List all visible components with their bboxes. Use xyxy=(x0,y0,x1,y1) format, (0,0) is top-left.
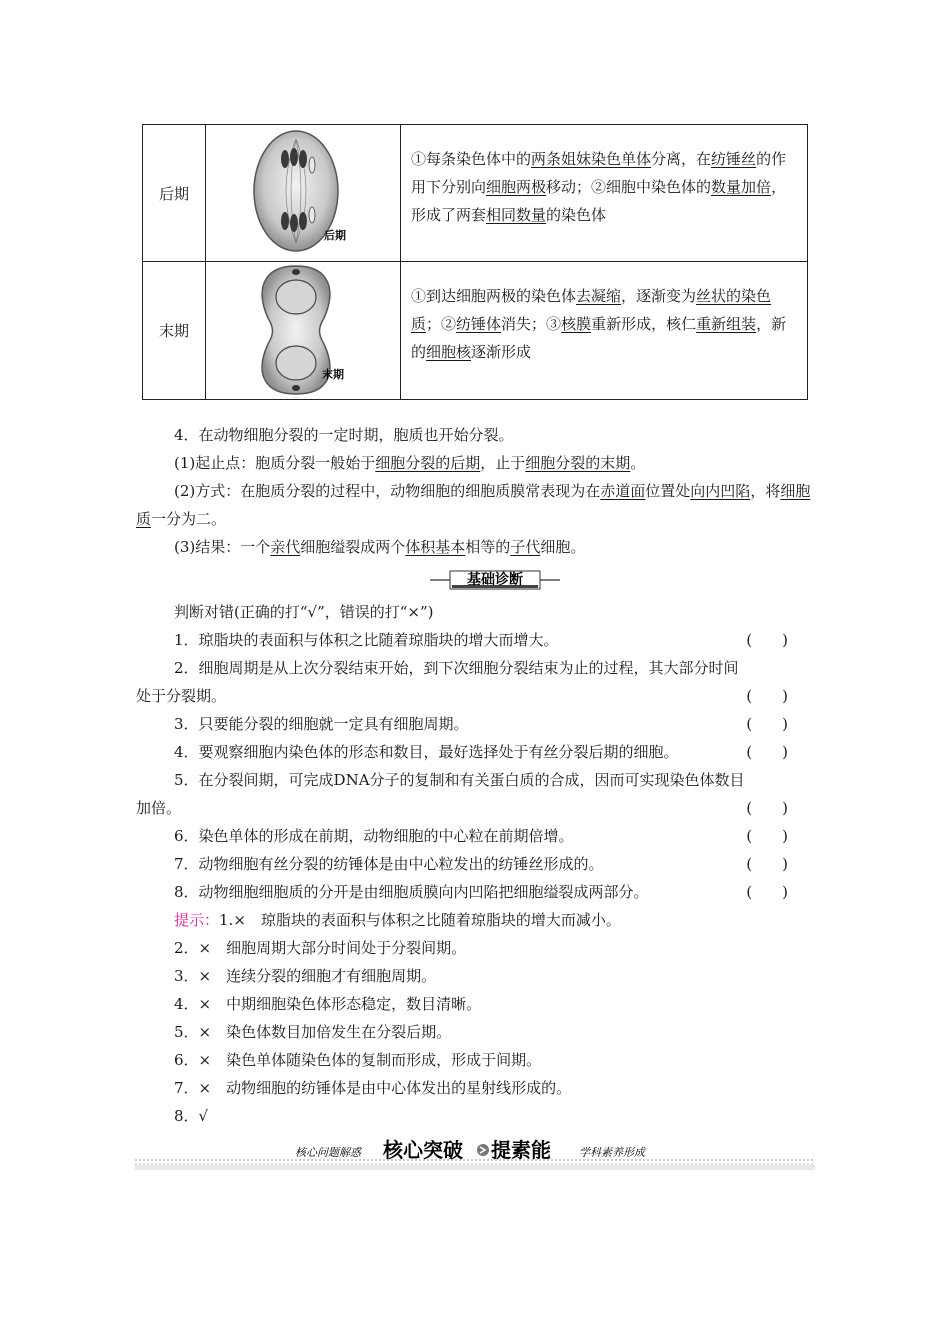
text-run: (1)起止点：胞质分裂一般始于 xyxy=(174,454,376,472)
underlined-term: 数量加倍 xyxy=(711,178,772,196)
text-run: 位置处 xyxy=(645,482,691,500)
question-item: 4．要观察细胞内染色体的形态和数目，最好选择处于有丝分裂后期的细胞。 ( ) xyxy=(174,743,788,761)
text-run: 4．在动物细胞分裂的一定时期，胞质也开始分裂。 xyxy=(174,426,514,444)
illustration-caption: 后期 xyxy=(324,229,346,242)
text-run: ①每条染色体中的 xyxy=(411,150,532,168)
phase-description xyxy=(401,262,807,399)
illustration-caption: 末期 xyxy=(322,368,344,381)
question-item: 处于分裂期。 ( ) xyxy=(136,687,788,705)
text-run: 。 xyxy=(630,454,646,472)
anaphase-illustration xyxy=(206,125,401,261)
text-run: 细胞缢裂成两个 xyxy=(300,538,406,556)
text-run: 逐渐形成 xyxy=(471,343,532,361)
hint-line: 7．× 动物细胞的纺锤体是由中心体发出的星射线形成的。 xyxy=(174,1079,572,1097)
telophase-illustration xyxy=(206,262,401,399)
section-footer-banner xyxy=(135,1138,815,1174)
instruction: 判断对错(正确的打“√”，错误的打“×”) xyxy=(174,603,434,621)
question-item: 2．细胞周期是从上次分裂结束开始，到下次细胞分裂结束为止的过程，其大部分时间 xyxy=(174,659,739,677)
question-item: 8．动物细胞细胞质的分开是由细胞质膜向内凹陷把细胞缢裂成两部分。 ( ) xyxy=(174,883,788,901)
text-run: 一分为二。 xyxy=(151,510,227,528)
text-run: ，将 xyxy=(750,482,781,500)
text-run: 分离，在 xyxy=(651,150,712,168)
footer-left: 核心问题解惑 xyxy=(295,1146,361,1159)
text-run: (2)方式：在胞质分裂的过程中，动物细胞的细胞质膜常表现为在 xyxy=(174,482,601,500)
text-run: 细胞。 xyxy=(540,538,586,556)
underlined-term: 体积基本 xyxy=(405,538,466,556)
underlined-term: 细胞核 xyxy=(426,343,472,361)
text-run: ；② xyxy=(426,315,457,333)
paragraph xyxy=(136,477,816,533)
question-item: 7．动物细胞有丝分裂的纺锤体是由中心粒发出的纺锤丝形成的。 ( ) xyxy=(174,855,788,873)
paragraph xyxy=(136,421,816,449)
question-item: 5．在分裂间期，可完成DNA分子的复制和有关蛋白质的合成，因而可实现染色体数目 xyxy=(174,771,745,789)
underlined-term: 赤道面 xyxy=(600,482,646,500)
paragraph xyxy=(136,533,816,561)
underlined-term: 纺锤丝 xyxy=(711,150,757,168)
text-run: 移动；②细胞中染色体的 xyxy=(546,178,712,196)
footer-right: 学科素养形成 xyxy=(579,1146,645,1159)
section-banner xyxy=(430,569,560,591)
underlined-term: 细胞分裂的末期 xyxy=(525,454,631,472)
footer-center-b: 提素能 xyxy=(491,1138,551,1162)
text-run: 的染色体 xyxy=(546,206,607,224)
text-run: 重新形成，核仁 xyxy=(591,315,697,333)
text-run: (3)结果：一个 xyxy=(174,538,271,556)
hint-line: 6．× 染色单体随染色体的复制而形成，形成于间期。 xyxy=(174,1051,542,1069)
question-item: 6．染色单体的形成在前期，动物细胞的中心粒在前期倍增。 ( ) xyxy=(174,827,788,845)
text-run: ①到达细胞两极的染色体 xyxy=(411,287,577,305)
hint-line: 3．× 连续分裂的细胞才有细胞周期。 xyxy=(174,967,437,985)
underlined-term: 重新组装 xyxy=(696,315,757,333)
banner-title: 基础诊断 xyxy=(467,572,523,588)
arrow-icon xyxy=(477,1144,489,1156)
question-item: 3．只要能分裂的细胞就一定具有细胞周期。 ( ) xyxy=(174,715,788,733)
table-row xyxy=(143,262,807,399)
hint-line: 5．× 染色体数目加倍发生在分裂后期。 xyxy=(174,1023,452,1041)
question-item: 1．琼脂块的表面积与体积之比随着琼脂块的增大而增大。 ( ) xyxy=(174,631,788,649)
footer-center-a: 核心突破 xyxy=(383,1138,463,1162)
underlined-term: 纺锤体 xyxy=(456,315,502,333)
underlined-term: 细胞两极 xyxy=(486,178,547,196)
text-run: ，止于 xyxy=(480,454,526,472)
text-run: 消失；③ xyxy=(501,315,562,333)
underlined-term: 核膜 xyxy=(561,315,592,333)
text-run: ，逐渐变为 xyxy=(621,287,697,305)
text-run: 相等的 xyxy=(465,538,511,556)
underlined-term: 向内凹陷 xyxy=(690,482,751,500)
table-row xyxy=(143,125,807,262)
underlined-term: 亲代 xyxy=(270,538,301,556)
paragraph xyxy=(136,449,816,477)
phase-description xyxy=(401,125,807,261)
hint-line: 提示：1.× 琼脂块的表面积与体积之比随着琼脂块的增大而减小。 xyxy=(136,906,816,934)
hint-line: 4．× 中期细胞染色体形态稳定，数目清晰。 xyxy=(174,995,482,1013)
text-run: 的作用下分别向 xyxy=(411,150,787,196)
text-run: ，形成了两套 xyxy=(411,178,787,224)
underlined-term: 细胞分裂的后期 xyxy=(375,454,481,472)
hint-line: 2．× 细胞周期大部分时间处于分裂间期。 xyxy=(174,939,467,957)
underlined-term: 去凝缩 xyxy=(576,287,622,305)
text-run: ，新的 xyxy=(411,315,787,361)
phase-table xyxy=(142,124,808,400)
underlined-term: 丝状的染色质 xyxy=(411,287,772,333)
underlined-term: 相同数量 xyxy=(486,206,547,224)
question-item: 加倍。 ( ) xyxy=(136,799,788,817)
phase-name: 末期 xyxy=(143,262,206,399)
phase-name: 后期 xyxy=(143,125,206,261)
hint-label: 提示： xyxy=(174,911,220,929)
hint-line: 8．√ xyxy=(174,1107,209,1125)
underlined-term: 子代 xyxy=(510,538,541,556)
underlined-term: 细胞质 xyxy=(136,482,811,528)
underlined-term: 两条姐妹染色单体 xyxy=(531,150,652,168)
